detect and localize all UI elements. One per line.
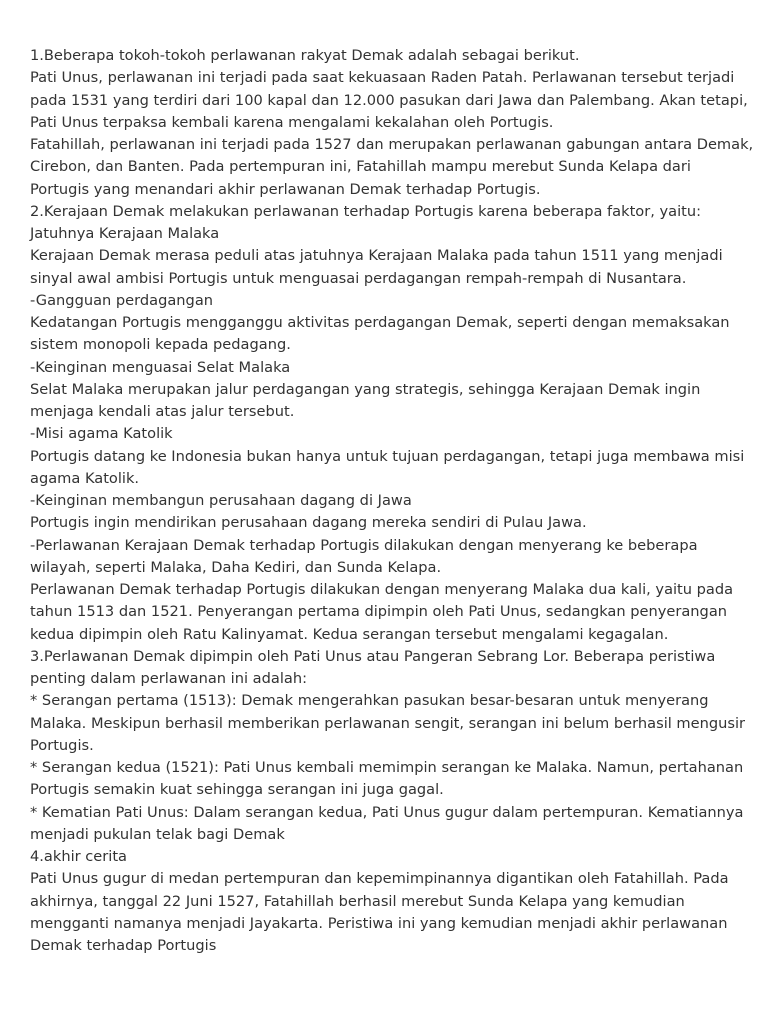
text-line: pada 1531 yang terdiri dari 100 kapal dan 12.000 pasukan dari Jawa dan Palembang. Akan tetapi, xyxy=(30,91,748,109)
text-line: penting dalam perlawanan ini adalah: xyxy=(30,670,307,687)
text-line: 3.Perlawanan Demak dipimpin oleh Pati Unus atau Pangeran Sebrang Lor. Beberapa peristiwa xyxy=(30,647,716,665)
text-line: Kerajaan Demak merasa peduli atas jatuhnya Kerajaan Malaka pada tahun 1511 yang menjadi xyxy=(30,247,723,265)
text-line: * Serangan kedua (1521): Pati Unus kembali memimpin serangan ke Malaka. Namun, pertahanan xyxy=(30,759,744,776)
text-line: Portugis. xyxy=(30,736,94,754)
text-line: Malaka. Meskipun berhasil memberikan perlawanan sengit, serangan ini belum berhasil mengusir xyxy=(30,714,746,732)
text-line: Perlawanan Demak terhadap Portugis dilakukan dengan menyerang Malaka dua kali, yaitu pada xyxy=(30,581,734,598)
text-line: 2.Kerajaan Demak melakukan perlawanan terhadap Portugis karena beberapa faktor, yaitu: xyxy=(30,202,702,220)
document-body xyxy=(30,45,754,957)
text-line: 4.akhir cerita xyxy=(30,848,127,865)
text-line: -Keinginan menguasai Selat Malaka xyxy=(30,358,291,376)
text-line: -Perlawanan Kerajaan Demak terhadap Portugis dilakukan dengan menyerang ke beberapa xyxy=(30,536,698,554)
text-line: Fatahillah, perlawanan ini terjadi pada 1527 dan merupakan perlawanan gabungan antara Demak, xyxy=(30,136,754,153)
text-line: sistem monopoli kepada pedagang. xyxy=(30,336,291,354)
text-line: menjaga kendali atas jalur tersebut. xyxy=(30,403,295,420)
text-line: agama Katolik. xyxy=(30,469,140,487)
text-line: Kedatangan Portugis mengganggu aktivitas perdagangan Demak, seperti dengan memaksakan xyxy=(30,314,730,331)
text-line: Portugis semakin kuat sehingga serangan ini juga gagal. xyxy=(30,781,444,799)
text-line: Pati Unus gugur di medan pertempuran dan kepemimpinannya digantikan oleh Fatahillah. Pada xyxy=(30,870,729,888)
text-line: Jatuhnya Kerajaan Malaka xyxy=(30,225,220,242)
text-line: -Misi agama Katolik xyxy=(30,425,173,443)
text-line: * Kematian Pati Unus: Dalam serangan kedua, Pati Unus gugur dalam pertempuran. Kematiannya xyxy=(30,803,744,821)
text-line: Pati Unus, perlawanan ini terjadi pada saat kekuasaan Raden Patah. Perlawanan tersebut terjadi xyxy=(30,69,735,87)
text-line: mengganti namanya menjadi Jayakarta. Peristiwa ini yang kemudian menjadi akhir perlawanan xyxy=(30,914,728,932)
text-line: Selat Malaka merupakan jalur perdagangan yang strategis, sehingga Kerajaan Demak ingin xyxy=(30,380,701,398)
text-line: Portugis ingin mendirikan perusahaan dagang mereka sendiri di Pulau Jawa. xyxy=(30,514,587,532)
text-line: Cirebon, dan Banten. Pada pertempuran ini, Fatahillah mampu merebut Sunda Kelapa dari xyxy=(30,158,691,176)
text-line: akhirnya, tanggal 22 Juni 1527, Fatahillah berhasil merebut Sunda Kelapa yang kemudian xyxy=(30,892,685,910)
text-line: Portugis datang ke Indonesia bukan hanya untuk tujuan perdagangan, tetapi juga membawa misi xyxy=(30,447,745,465)
text-line: sinyal awal ambisi Portugis untuk menguasai perdagangan rempah-rempah di Nusantara. xyxy=(30,269,687,287)
text-line: * Serangan pertama (1513): Demak mengerahkan pasukan besar-besaran untuk menyerang xyxy=(30,692,709,710)
text-line: tahun 1513 dan 1521. Penyerangan pertama dipimpin oleh Pati Unus, sedangkan penyerangan xyxy=(30,603,728,621)
text-line: Portugis yang menandari akhir perlawanan Demak terhadap Portugis. xyxy=(30,180,541,198)
text-line: wilayah, seperti Malaka, Daha Kediri, dan Sunda Kelapa. xyxy=(30,558,442,576)
text-line: 1.Beberapa tokoh-tokoh perlawanan rakyat Demak adalah sebagai berikut. xyxy=(30,47,580,64)
text-line: -Gangguan perdagangan xyxy=(30,291,214,309)
text-line: Demak terhadap Portugis xyxy=(30,937,217,954)
text-line: Pati Unus terpaksa kembali karena mengalami kekalahan oleh Portugis. xyxy=(30,113,554,131)
text-line: menjadi pukulan telak bagi Demak xyxy=(30,825,285,843)
text-line: -Keinginan membangun perusahaan dagang di Jawa xyxy=(30,492,412,509)
text-line: kedua dipimpin oleh Ratu Kalinyamat. Kedua serangan tersebut mengalami kegagalan. xyxy=(30,625,669,643)
